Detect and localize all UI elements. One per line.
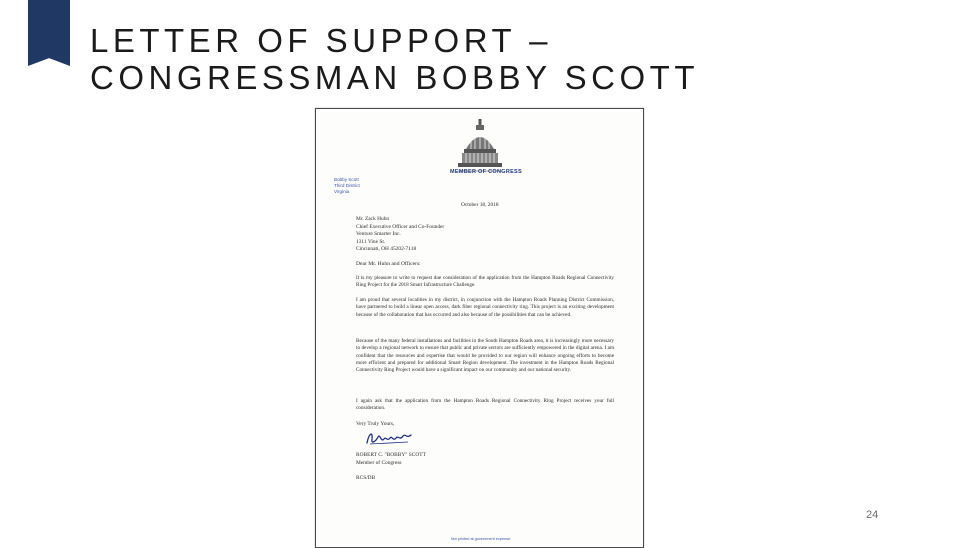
slide-title-line-1: LETTER OF SUPPORT – bbox=[90, 22, 553, 59]
letter-image bbox=[315, 108, 644, 548]
address-line: 1311 Vine St. bbox=[356, 238, 386, 245]
signer-name: ROBERT C. "BOBBY" SCOTT bbox=[356, 452, 426, 458]
slide-title-line-2: CONGRESSMAN BOBBY SCOTT bbox=[90, 59, 699, 96]
letter-footer-note: Not printed at government expense. bbox=[450, 537, 512, 541]
signer-block bbox=[356, 451, 426, 467]
letter-paragraph-1: It is my pleasure to write to request due consideration of the application from the Hampton Roads Regional Connectivity Ring Project for the 2018 Smart Infrastructure Challenge. bbox=[356, 275, 614, 289]
reference-initials: RCS/DB bbox=[356, 475, 376, 481]
letter-date: October 18, 2018 bbox=[461, 202, 499, 208]
letterhead-member-block bbox=[334, 177, 360, 195]
address-line: Mr. Zack Huhn bbox=[356, 216, 390, 222]
signer-title: Member of Congress bbox=[356, 460, 402, 466]
handwritten-signature-icon bbox=[364, 427, 414, 449]
letterhead-district: Third District bbox=[334, 183, 360, 188]
salutation: Dear Mr. Huhn and Officers: bbox=[356, 261, 421, 267]
page-number: 24 bbox=[866, 509, 879, 521]
letter-paragraph-4: I again ask that the application from the Hampton Roads Regional Connectivity Ring Project receives your full consideration. bbox=[356, 398, 614, 412]
letter-paragraph-2: I am proud that several localities in my district, in conjunction with the Hampton Roads Planning District Commission, have partnered to build a linear open access, dark fiber regional connectivity ring. This project is an exciting development because of the collaboration that has occurred and also because of the possibilities that can be achieved. bbox=[356, 297, 614, 318]
letter-paragraph-3: Because of the many federal installations and facilities in the South Hampton Roads area, it is increasingly more necessary to develop a regional network to ensure that public and private sectors are sufficiently empowered in the digital arena. I am confident that the resources and expertise that would be provided to our region will enhance ongoing efforts to become more efficient and prepared for additional Smart Region development. The investment in the Hampton Roads Regional Connectivity Ring Project would have a significant impact on our community and our national security. bbox=[356, 338, 614, 374]
letterhead-name: Bobby Scott bbox=[334, 177, 359, 182]
address-line: Cincinnati, OH 45202-7118 bbox=[356, 246, 417, 253]
letterhead-state: Virginia bbox=[334, 189, 350, 194]
capitol-dome-icon bbox=[456, 119, 504, 175]
title-ribbon-accent bbox=[28, 0, 70, 66]
letter-closing: Very Truly Yours, bbox=[356, 421, 395, 427]
address-line: Chief Executive Officer and Co-Founder bbox=[356, 223, 445, 230]
letterhead-caption: MEMBER OF CONGRESS bbox=[449, 169, 522, 175]
address-line: Venture Smarter Inc. bbox=[356, 231, 401, 238]
recipient-address bbox=[356, 216, 444, 254]
slide-title bbox=[90, 22, 699, 96]
